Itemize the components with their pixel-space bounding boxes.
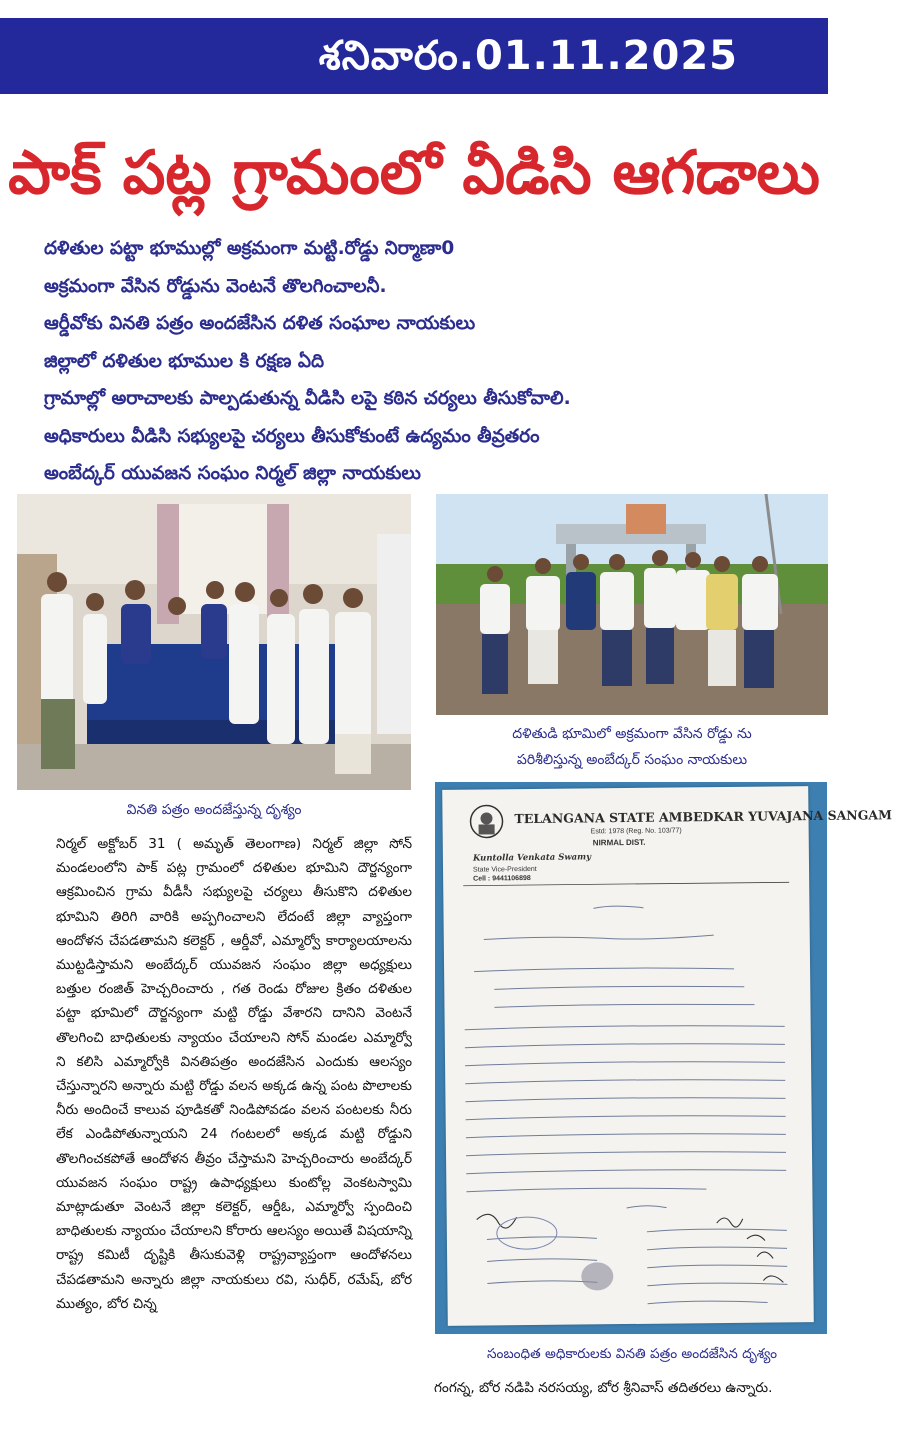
letter-establishment: Estd: 1978 (Reg. No. 103/77) [590,827,682,836]
letter-sender-cell: Cell : 9441106898 [473,875,531,883]
photo-field-inspection [436,494,828,715]
letter-district: NIRMAL DIST. [592,837,646,848]
article-body: నిర్మల్ అక్టోబర్ 31 ( అమృత్ తెలంగాణ) నిర్మల్ జిల్లా సోన్ మండలంలోని పాక్ పట్ల గ్రామంలో దళితుల భూమిని దౌర్జన్యంగా ఆక్రమించిన గ్రామ వీడీసీ సభ్యులపై చర్యలు తీసుకొని దళితుల భూమిని తిరిగి వారికి అప్పగించాలని లేదంటే జిల్లా వ్యాప్తంగా ఆందోళన చేపడతామని కలెక్టర్ , ఆర్డీవో, ఎమ్మార్వో కార్యాలయాలను ముట్టడిస్తామని అంబేద్కర్ యువజన సంఘం జిల్లా అధ్యక్షులు బత్తుల రంజిత్ హెచ్చరించారు , గత రెండు రోజుల క్రితం దళితుల పట్టా భూమిలో దౌర్జన్యంగా మట్టి రోడ్డు వేశారని దానిని వెంటనే తొలగించి బాధితులకు న్యాయం చేయాలని సోన్ మండల ఎమ్మార్వో ని కలిసి ఎమ్మార్వోకి వినతిపత్రం అందజేసిన ఎందుకు ఆలస్యం చేస్తున్నారని అన్నారు మట్టి రోడ్డు వలన అక్కడ ఉన్న పంట పొలాలకు నీరు అందించే కాలువ పూడికతో నిండిపోవడం వలన పంటలకు నీరు లేక ఎండిపోతున్నాయని 24 గంటలలో అక్కడ మట్టి రోడ్డుని తొలగించకపోతే ఆందోళన తీవ్రం చేస్తామని హెచ్చరించారు అంబేద్కర్ యువజన సంఘం రాష్ట్ర ఉపాధ్యక్షులు కుంటోల్ల వెంకటస్వామి మాట్లాడుతూ వెంటనే జిల్లా కలెక్టర్, ఆర్డీఓ, ఎమ్మార్వో స్పందించి బాధితులకు న్యాయం చేయాలని కోరారు ఆలస్యం అయితే విషయాన్ని రాష్ట్ర కమిటీ దృష్టికి తీసుకువెళ్లి రాష్ట్రవ్యాప్తంగా ఆందోళనలు చేపడతామని అన్నారు జిల్లా నాయకులు రవి, సుధీర్, రమేష్, బోర ముత్యం, బోర చిన్న [56,836,412,1312]
caption-letter-photo: సంబంధిత అధికారులకు వినతి పత్రం అందజేసిన దృశ్యం [487,1346,777,1362]
subheadline-list [44,230,804,493]
caption-office-photo: వినతి పత్రం అందజేస్తున్న దృశ్యం [126,802,302,818]
headline: పాక్ పట్ల గ్రామంలో వీడిసి ఆగడాలు [8,138,820,208]
subheadline: అక్రమంగా వేసిన రోడ్డును వెంటనే తొలగించాలనీ. [44,275,387,297]
letter-sender-name: Kuntolla Venkata Swamy [472,852,592,864]
subheadline: ఆర్డీవోకు వినతి పత్రం అందజేసిన దళిత సంఘాల నాయకులు [44,313,476,334]
subheadline: దళితుల పట్టా భూముల్లో అక్రమంగా మట్టి.రోడ్డు నిర్మాణా0 [44,238,455,259]
subheadline: జిల్లాలో దళితుల భూముల కి రక్షణ ఏది [44,350,325,372]
photo-memorandum-letter [435,782,892,1334]
subheadline: అధికారులు వీడిసి సభ్యులపై చర్యలు తీసుకోకుంటే ఉద్యమం తీవ్రతరం [44,425,540,447]
date-banner [0,18,828,94]
subheadline: అంబేద్కర్ యువజన సంఘం నిర్మల్ జిల్లా నాయకులు [44,463,421,484]
field-scene-image [436,494,828,715]
letter-paper [442,786,892,1326]
article-body-continuation: గంగన్న, బోర నడిపి నరసయ్య, బోర శ్రీనివాస్ తదితరలు ఉన్నారు. [434,1380,773,1396]
office-scene-image [17,494,411,790]
photo-office-memorandum [17,494,411,790]
letter-sender-role: State Vice-President [473,865,537,874]
letter-handwriting [442,786,814,1326]
subheadline: గ్రామాల్లో అరాచాలకు పాల్పడుతున్న వీడిసి లపై కఠిన చర్యలు తీసుకోవాలి. [44,388,571,409]
letter-organisation: TELANGANA STATE AMBEDKAR YUVAJANA SANGAM [514,807,892,827]
caption-field-photo-line1: దళితుడి భూమిలో అక్రమంగా వేసిన రోడ్డు ను [512,726,752,742]
issue-date: శనివారం.01.11.2025 [318,33,738,79]
caption-field-photo-line2: పరిశీలిస్తున్న అంబేద్కర్ సంఘం నాయకులు [516,752,748,768]
